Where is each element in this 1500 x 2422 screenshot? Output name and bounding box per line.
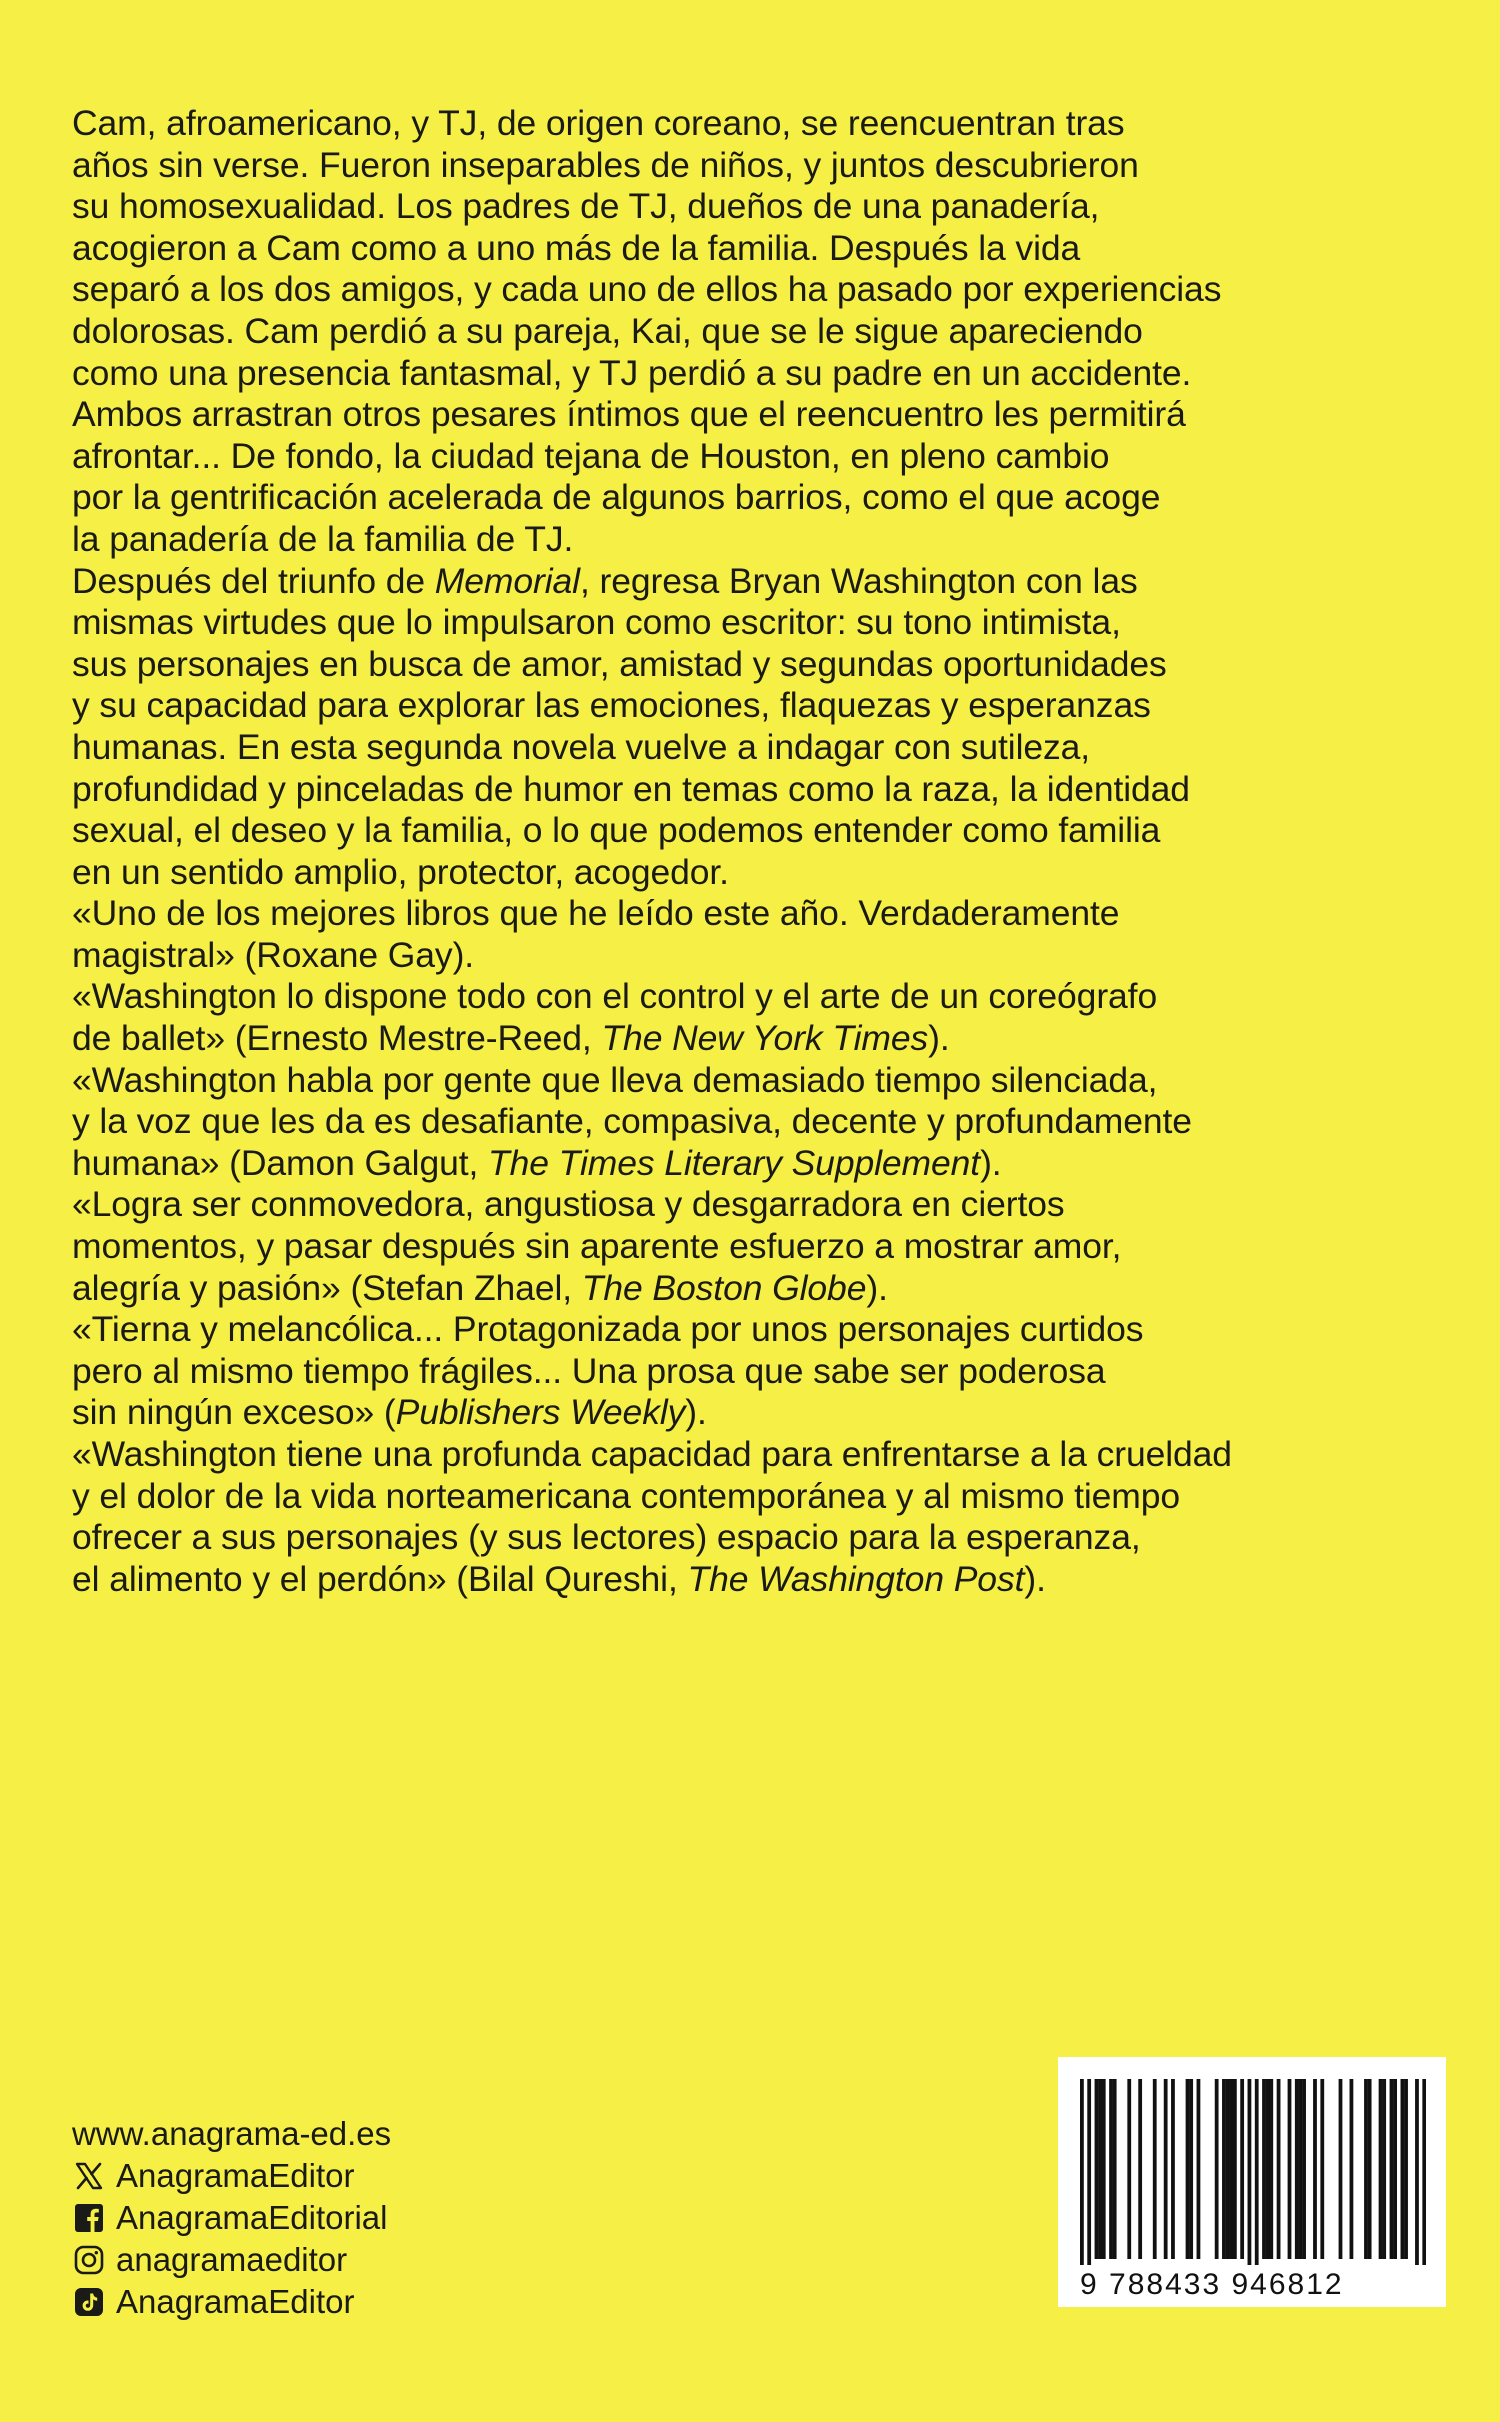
barcode-bar <box>1393 2079 1397 2259</box>
website-url[interactable]: www.anagrama-ed.es <box>72 2115 392 2152</box>
instagram-icon <box>72 2243 106 2277</box>
synopsis-line: como una presencia fantasmal, y TJ perdió a su padre en un accidente. <box>72 352 1192 393</box>
barcode-bar <box>1248 2079 1252 2265</box>
barcode-bar <box>1138 2079 1142 2259</box>
author-line: mismas virtudes que lo impulsaron como escritor: su tono intimista, <box>72 602 1121 643</box>
barcode-bar <box>1266 2079 1270 2259</box>
instagram-link[interactable] <box>72 2239 391 2281</box>
website-link[interactable] <box>72 2113 391 2155</box>
facebook-handle[interactable]: AnagramaEditorial <box>116 2199 388 2236</box>
barcode-bar <box>1095 2079 1099 2259</box>
synopsis-paragraph <box>72 103 1442 561</box>
book-title-memorial: Memorial <box>434 560 580 601</box>
barcode-bar <box>1087 2079 1091 2265</box>
synopsis-line: acogieron a Cam como a uno más de la familia. Después la vida <box>72 227 1081 268</box>
barcode-bar <box>1269 2079 1273 2259</box>
review-quote-publishers-weekly: «Tierna y melancólica... Protagonizada por unos personajes curtidos pero al mismo tiempo frágiles... Una prosa que sabe ser poderosa sin ningún exceso» (Publishers Weekly). <box>72 1309 1144 1433</box>
tiktok-handle[interactable]: AnagramaEditor <box>116 2283 355 2320</box>
barcode-bar <box>1164 2079 1168 2259</box>
author-line: y su capacidad para explorar las emociones, flaquezas y esperanzas <box>72 685 1151 726</box>
author-line: profundidad y pinceladas de humor en temas como la raza, la identidad <box>72 768 1190 809</box>
barcode-bar <box>1364 2079 1368 2259</box>
barcode-bar <box>1299 2079 1303 2259</box>
quote-source: Publishers Weekly <box>395 1392 686 1433</box>
synopsis-line: Cam, afroamericano, y TJ, de origen coreano, se reencuentran tras <box>72 103 1125 143</box>
barcode-bar <box>1313 2079 1317 2259</box>
tiktok-icon <box>72 2285 106 2319</box>
barcode-bar <box>1288 2079 1292 2259</box>
barcode-bar <box>1226 2079 1230 2259</box>
author-line: sexual, el deseo y la familia, o lo que podemos entender como familia <box>72 810 1161 851</box>
barcode-bar <box>1368 2079 1372 2259</box>
barcode-bar <box>1113 2079 1117 2259</box>
review-quote-nyt: «Washington lo dispone todo con el control y el arte de un coreógrafo de ballet» (Ernesto Mestre-Reed, The New York Times). <box>72 976 1158 1059</box>
quote-source: The Boston Globe <box>581 1267 867 1308</box>
barcode-bar <box>1422 2079 1426 2265</box>
barcode-bar <box>1098 2079 1102 2259</box>
author-line: en un sentido amplio, protector, acogedor. <box>72 851 729 892</box>
barcode-bar <box>1102 2079 1106 2259</box>
isbn-digits: 9 788433 946812 <box>1080 2268 1344 2301</box>
synopsis-line: Ambos arrastran otros pesares íntimos que el reencuentro les permitirá <box>72 394 1186 435</box>
review-quote-washington-post: «Washington tiene una profunda capacidad para enfrentarse a la crueldad y el dolor de la vida norteamericana contemporánea y al mismo tiempo ofrecer a sus personajes (y sus lectores) espacio para la esperanza, el alimento y el perdón» (Bilal Qureshi, The Washington Post). <box>72 1434 1232 1599</box>
barcode-bar <box>1401 2079 1405 2259</box>
isbn-barcode <box>1058 2057 1446 2307</box>
quote-source: The Times Literary Supplement <box>488 1142 981 1183</box>
barcode-bar <box>1350 2079 1354 2259</box>
barcode-bar <box>1277 2079 1281 2259</box>
facebook-icon <box>72 2201 106 2235</box>
synopsis-line: dolorosas. Cam perdió a su pareja, Kai, que se le sigue apareciendo <box>72 310 1143 351</box>
barcode-bar <box>1339 2079 1343 2259</box>
synopsis-line: separó a los dos amigos, y cada uno de ellos ha pasado por experiencias <box>72 269 1222 310</box>
synopsis-line: años sin verse. Fueron inseparables de niños, y juntos descubrieron <box>72 144 1139 185</box>
review-quote-tls: «Washington habla por gente que lleva demasiado tiempo silenciada, y la voz que les da es desafiante, compasiva, decente y profundamente humana» (Damon Galgut, The Times Literary Supplement). <box>72 1059 1192 1183</box>
instagram-handle[interactable]: anagramaeditor <box>116 2241 348 2278</box>
facebook-link[interactable] <box>72 2197 391 2239</box>
author-paragraph <box>72 561 1442 894</box>
barcode-bar <box>1320 2079 1324 2259</box>
barcode-bar <box>1390 2079 1394 2259</box>
barcode-bar <box>1233 2079 1237 2259</box>
barcode-bar <box>1295 2079 1299 2259</box>
barcode-bar <box>1302 2079 1306 2259</box>
barcode-bar <box>1109 2079 1113 2259</box>
barcode-bar <box>1240 2079 1244 2259</box>
author-line: sus personajes en busca de amor, amistad y segundas oportunidades <box>72 643 1167 684</box>
barcode-bars <box>1080 2079 1426 2265</box>
quote-source: The New York Times <box>601 1018 929 1059</box>
synopsis-line: la panadería de la familia de TJ. <box>72 518 574 559</box>
barcode-bar <box>1379 2079 1383 2259</box>
x-icon <box>72 2159 106 2193</box>
barcode-bar <box>1186 2079 1190 2259</box>
review-quote-boston-globe: «Logra ser conmovedora, angustiosa y desgarradora en ciertos momentos, y pasar después sin aparente esfuerzo a mostrar amor, alegría y pasión» (Stefan Zhael, The Boston Globe). <box>72 1184 1122 1308</box>
barcode-bar <box>1127 2079 1131 2259</box>
barcode-bar <box>1382 2079 1386 2259</box>
x-handle[interactable]: AnagramaEditor <box>116 2157 355 2194</box>
barcode-bar <box>1262 2079 1266 2259</box>
barcode-bar <box>1404 2079 1408 2259</box>
x-link[interactable] <box>72 2155 391 2197</box>
barcode-bar <box>1080 2079 1084 2265</box>
back-cover-blurb <box>72 103 1442 1600</box>
barcode-bar <box>1215 2079 1219 2259</box>
quote-source: The Washington Post <box>687 1558 1025 1599</box>
barcode-bar <box>1153 2079 1157 2259</box>
barcode-bar <box>1222 2079 1226 2259</box>
author-line: humanas. En esta segunda novela vuelve a indagar con sutileza, <box>72 726 1091 767</box>
synopsis-line: su homosexualidad. Los padres de TJ, dueños de una panadería, <box>72 186 1100 227</box>
synopsis-line: afrontar... De fondo, la ciudad tejana de Houston, en pleno cambio <box>72 435 1110 476</box>
publisher-social-links <box>72 2113 391 2323</box>
author-line: Después del triunfo de Memorial, regresa Bryan Washington con las <box>72 560 1138 601</box>
barcode-bar <box>1189 2079 1193 2259</box>
tiktok-link[interactable] <box>72 2281 391 2323</box>
barcode-bar <box>1415 2079 1419 2265</box>
barcode-bar <box>1255 2079 1259 2265</box>
barcode-bar <box>1229 2079 1233 2259</box>
review-quote-roxane-gay: «Uno de los mejores libros que he leído este año. Verdaderamente magistral» (Roxane Gay). <box>72 893 1120 975</box>
barcode-bar <box>1171 2079 1175 2259</box>
barcode-bar <box>1197 2079 1201 2259</box>
synopsis-line: por la gentrificación acelerada de algunos barrios, como el que acoge <box>72 477 1161 518</box>
